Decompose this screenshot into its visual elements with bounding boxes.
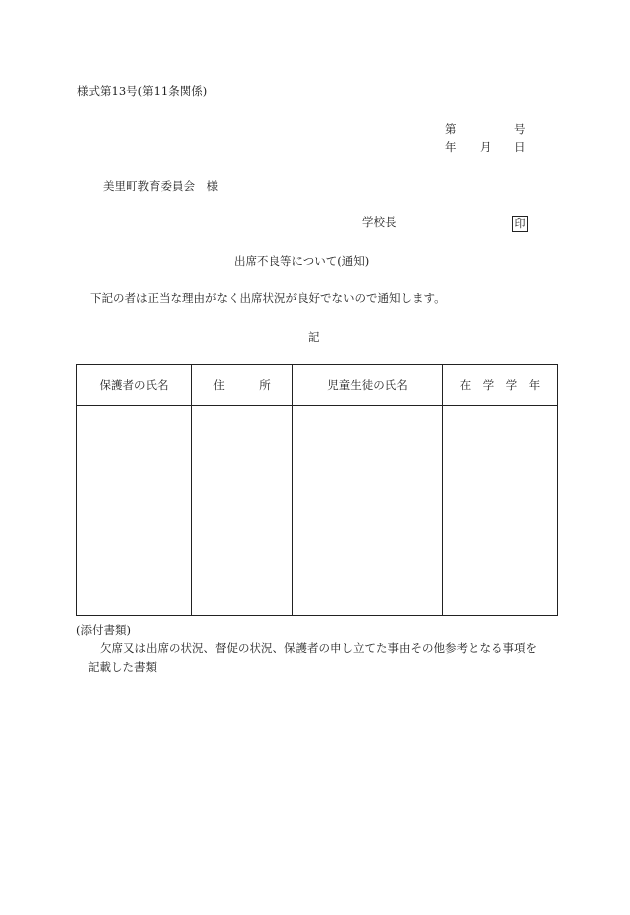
cell-address xyxy=(192,406,293,616)
date-year: 年 xyxy=(445,140,457,154)
date-day: 日 xyxy=(514,140,526,154)
body-text: 下記の者は正当な理由がなく出席状況が良好でないので通知します。 xyxy=(90,291,446,305)
cell-student-name xyxy=(293,406,443,616)
document-title: 出席不良等について(通知) xyxy=(234,254,370,268)
header-guardian-name: 保護者の氏名 xyxy=(77,365,192,406)
seal-mark xyxy=(512,216,528,232)
sender-title: 学校長 xyxy=(362,215,397,229)
addressee: 美里町教育委員会 様 xyxy=(103,179,218,193)
attachment-line-1: 欠席又は出席の状況、督促の状況、保護者の申し立てた事由その他参考となる事項を xyxy=(100,641,537,655)
notice-table xyxy=(76,364,558,616)
date-month: 月 xyxy=(480,140,492,154)
seal-mark-label: 印 xyxy=(512,216,528,232)
attachment-label: (添付書類) xyxy=(76,623,131,637)
attachment-line-2: 記載した書類 xyxy=(88,660,157,674)
doc-number-go: 号 xyxy=(514,122,526,136)
header-student-name: 児童生徒の氏名 xyxy=(293,365,443,406)
form-number: 様式第13号(第11条関係) xyxy=(77,84,208,98)
cell-grade xyxy=(443,406,558,616)
ki-label: 記 xyxy=(308,330,320,344)
cell-guardian-name xyxy=(77,406,192,616)
header-grade: 在 学 学 年 xyxy=(443,365,558,406)
table-header-row xyxy=(77,365,558,406)
table-row xyxy=(77,406,558,616)
doc-number-dai: 第 xyxy=(445,122,457,136)
header-address: 住 所 xyxy=(192,365,293,406)
